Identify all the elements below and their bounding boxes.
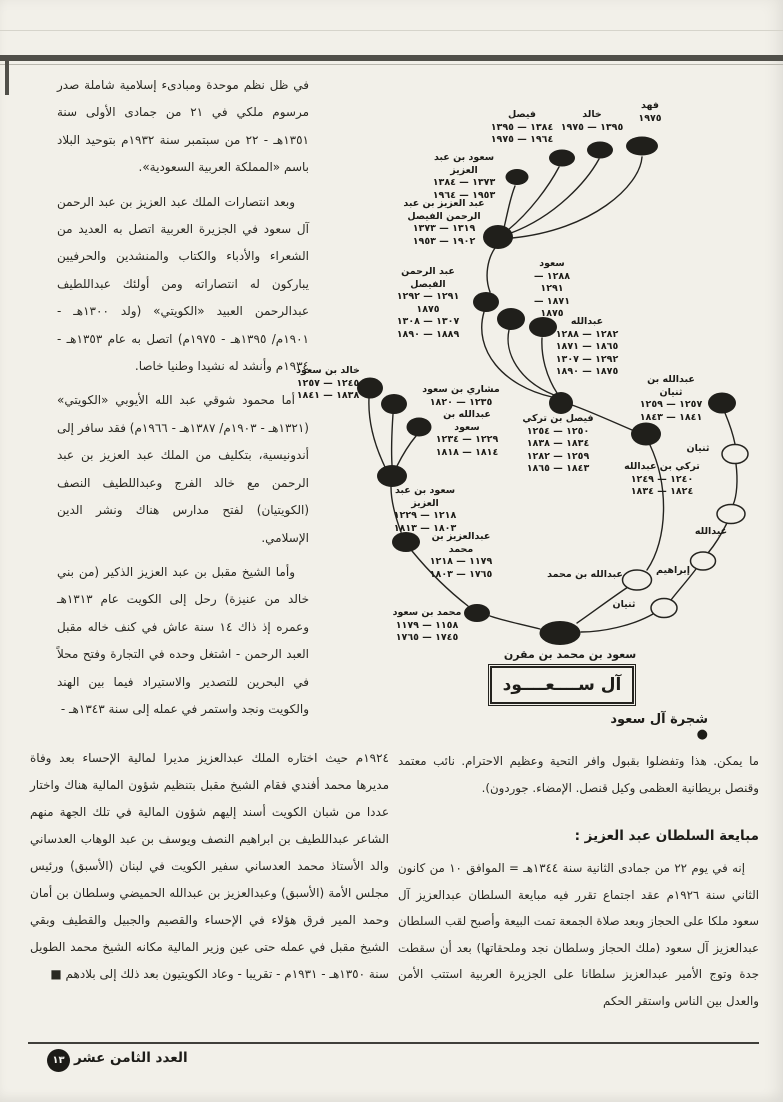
edge	[397, 436, 416, 466]
paragraph: وأما الشيخ مقبل بن عبد العزيز الذكير (من بني خالد من عنيزة) رحل إلى الكويت عام ١٣١٣هـ وعمره إذ ذاك ١٤ سنة عاش في كنف خاله مقبل العبد الرحمن - اشتغل وحده في التجارة وفتح محلاً في البحرين للتصدير والاستيراد فيما بين الهند والكويت ونجد واستمر في عمله إلى سنة ١٣٤٣هـ -	[57, 564, 309, 716]
node-muhammad-saud	[464, 604, 490, 622]
edge	[512, 157, 642, 238]
paragraph: في ظل نظم موحدة ومبادىء إسلامية شاملة صدر مرسوم ملكي في ٢١ من جمادى الأولى سنة ١٣٥١هـ - ٢٢ من سبتمبر سنة ١٩٣٢م بتوحيد البلاد باسم «المملكة العربية السعودية».	[57, 78, 310, 175]
paragraph: ما يمكن. هذا وتفضلوا بقبول وافر التحية وعظيم الاحترام. نائب معتمد وقنصل بريطانية العظمى وكيل قنصل. الإمضاء. جوردون).	[398, 754, 759, 795]
node-abdullah-thunayyan	[708, 393, 736, 414]
node-abdullah-w	[717, 505, 745, 524]
paragraph: أما محمود شوقي عبد الله الأيوبي «الكويتي» (١٣٢١هـ - ١٩٠٣م/ ١٣٨٧هـ - ١٩٦٦م) فقد سافر إلى أندونيسية، بتكليف من الملك عبد العزيز بن عبد الرحمن مع خالد الفرج وعبداللطيف النصف (الكويتيان) لفتح مدارس هناك ونشر الدين الإسلامي.	[57, 393, 309, 545]
edge	[392, 414, 393, 465]
tree-label-abdulrahman: عبد الرحمن الفيصل ١٢٩١ — ١٢٩٢ ١٨٧٥ ١٣٠٧ — ١٣٠٨ ١٨٨٩ — ١٨٩٠	[396, 266, 460, 340]
node-thunayyan-1	[722, 445, 748, 464]
tree-label-abdullah-muhammad: عبدالله بن محمد	[547, 569, 623, 580]
tree-label-abdulaziz-muhammad: عبدالعزيز بن محمد ١١٧٩ — ١٢١٨ ١٧٦٥ — ١٨٠٣	[429, 531, 493, 580]
tree-label-abdullah-saud: عبدالله بن سعود ١٢٢٩ — ١٢٣٤ ١٨١٤ — ١٨١٨	[435, 409, 499, 458]
tree-label-abdulaziz: عبد العزيز بن عبد الرحمن الفيصل ١٣١٩ — ١٣٧٣ ١٩٠٢ — ١٩٥٣	[403, 198, 485, 247]
node-abdullah-saud	[407, 418, 432, 437]
bullet-icon: ●	[696, 727, 708, 742]
section-heading: مبايعة السلطان عبد العزيز :	[574, 828, 759, 844]
tree-label-saud-ii: سعود بن عبد العزيز ١٣٧٣ — ١٣٨٤ ١٩٥٣ — ١٩٦٤	[432, 152, 496, 201]
node-fahd	[626, 137, 658, 156]
footer-rule	[28, 1042, 759, 1044]
tree-label-abdullah-thunayyan: عبدالله بن ثنيان ١٢٥٧ — ١٢٥٩ ١٨٤١ — ١٨٤٣	[639, 374, 703, 423]
edge	[511, 159, 599, 233]
node-saud-kabir	[377, 465, 407, 487]
node-khalid	[587, 142, 613, 159]
tree-label-faisal-turki: فيصل بن تركي ١٢٥٠ — ١٢٥٤ ١٨٣٤ — ١٨٣٨ ١٢٥٩ — ١٢٨٢ ١٨٤٣ — ١٨٦٥	[522, 413, 594, 474]
tree-label-mishari: مشاري بن سعود ١٢٣٥ — ١٨٢٠	[422, 384, 500, 408]
paragraph: وبعد انتصارات الملك عبد العزيز بن عبد الرحمن آل سعود في الجزيرة العربية اتصل به العديد من الشعراء والأدباء والكتاب والمنشدين والحرفيين يباركون له انتصاراته ومن أولئك عبداللطيف عبدالرحمن العبيد «الكويتي» (ولد ١٣٠٠هـ - ١٩٠١م/ ١٣٩٥هـ - ١٩٧٥م) اتصل به عام ١٣٥٣هـ - ١٩٣٤م وأنشد له نشيدا وطنيا خاصا.	[57, 194, 309, 374]
edge	[581, 614, 653, 632]
node-faisal	[549, 150, 575, 167]
paragraph: ١٩٢٤م حيث اختاره الملك عبدالعزيز مديرا لمالية الإحساء بعد وفاة مديرها محمد أفندي فقام الشيخ مقبل بتنظيم شؤون المالية هناك واختار عددا من شبان الكويت أسند إليهم شؤون المالية في تلك الجهة منهم الشاعر عبداللطيف بن ابراهيم النصف ويوسف بن عبد الوهاب العدساني والد الأستاذ محمد العدساني سفير الكويت في لبنان (الأسبق) ورئيس مجلس الأمة (الأسبق) وعبدالعزيز بن عبدالله الحميضي وسلطان بن أمان وحمد المير فرق هؤلاء في الإحساء والقصيم والجبيل والقطيف وبقي الشيخ مقبل في عمله حتى عين وزير المالية مكانه الشيخ محمد الطويل سنة ١٣٥٠هـ - ١٩٣١م - تقريبا - وعاد الكويتيون بعد ذلك إلى بلادهم ■	[30, 751, 389, 981]
tree-label-khalid: خالد ١٣٩٥ — ١٩٧٥	[560, 109, 624, 133]
tree-caption: شجرة آل سعود ●	[610, 712, 708, 742]
tree-label-saud-kabir: سعود بن عبد العزيز ١٢١٨ — ١٢٢٩ ١٨٠٣ — ١٨١٣	[393, 485, 457, 534]
edge	[508, 330, 554, 395]
edge	[487, 248, 495, 292]
node-abdulaziz-muhammad	[392, 532, 420, 552]
tree-label-khalid-saud: خالد بن سعود ١٢٤٥ — ١٢٥٧ ١٨٣٨ — ١٨٤١	[296, 365, 360, 401]
tree-label-muhammad-saud: محمد بن سعود ١١٥٨ — ١١٧٩ ١٧٤٥ — ١٧٦٥	[392, 607, 462, 643]
node-abdulrahman	[473, 292, 499, 312]
node-saud-muqrin	[540, 621, 581, 645]
tree-label-fahd: فهد ١٩٧٥	[638, 100, 662, 124]
node-ibrahim	[691, 552, 716, 570]
tree-label-faisal: فيصل ١٣٨٤ — ١٣٩٥ ١٩٦٤ — ١٩٧٥	[490, 109, 554, 145]
node-turki	[631, 423, 661, 446]
family-name-box	[490, 666, 634, 704]
node-faisal-turki	[549, 392, 573, 414]
tree-label-abdullah-w: عبدالله	[694, 526, 728, 537]
edge	[725, 413, 735, 444]
edge	[490, 616, 540, 629]
tree-label-saud-muqrin: سعود بن محمد بن مقرن	[503, 648, 637, 661]
tree-label-turki: تركي بن عبدالله ١٢٤٠ — ١٢٤٩ ١٨٢٤ — ١٨٣٤	[624, 461, 700, 497]
node-thunayyan-2	[651, 599, 677, 618]
tree-label-thunayyan-2: ثنيان	[612, 599, 636, 610]
node-saud-ii	[506, 169, 529, 185]
paragraph: إنه في يوم ٢٢ من جمادى الثانية سنة ١٣٤٤هـ = الموافق ١٠ من كانون الثاني سنة ١٩٢٦م عقد اجتماع تقرر فيه مبايعة السلطان عبدالعزيز آل سعود ملكا على الحجاز وبعد صلاة الجمعة تمت البيعة وأصبح لقب السلطان عبدالعزيز آل سعود (ملك الحجاز وسلطان نجد وملحقاتها) بعد أن سقطت جدة وتوج الأمير عبدالعزيز سلطانا على الجزيرة العربية استتب الأمن والعدل بين الناس واستقر الحكم	[398, 861, 759, 1008]
tree-label-saud-i: سعود ١٢٨٨ — ١٢٩١ ١٨٧١ — ١٨٧٥	[533, 258, 570, 319]
tree-label-thunayyan-1: ثنيان	[686, 443, 710, 454]
tree-label-ibrahim: إبراهيم	[656, 565, 690, 576]
edge	[733, 464, 737, 505]
issue-label: العدد الثامن عشر	[74, 1050, 188, 1066]
tree-label-abdullah-faisal: عبدالله ١٢٨٢ — ١٢٨٨ ١٨٦٥ — ١٨٧١ ١٢٩٢ — ١٣٠٧ ١٨٧٥ — ١٨٩٠	[555, 316, 619, 377]
page-number-badge: ١٣	[47, 1049, 70, 1072]
node-mishari	[381, 394, 407, 414]
family-name: آل ســــعــــود	[502, 675, 622, 695]
